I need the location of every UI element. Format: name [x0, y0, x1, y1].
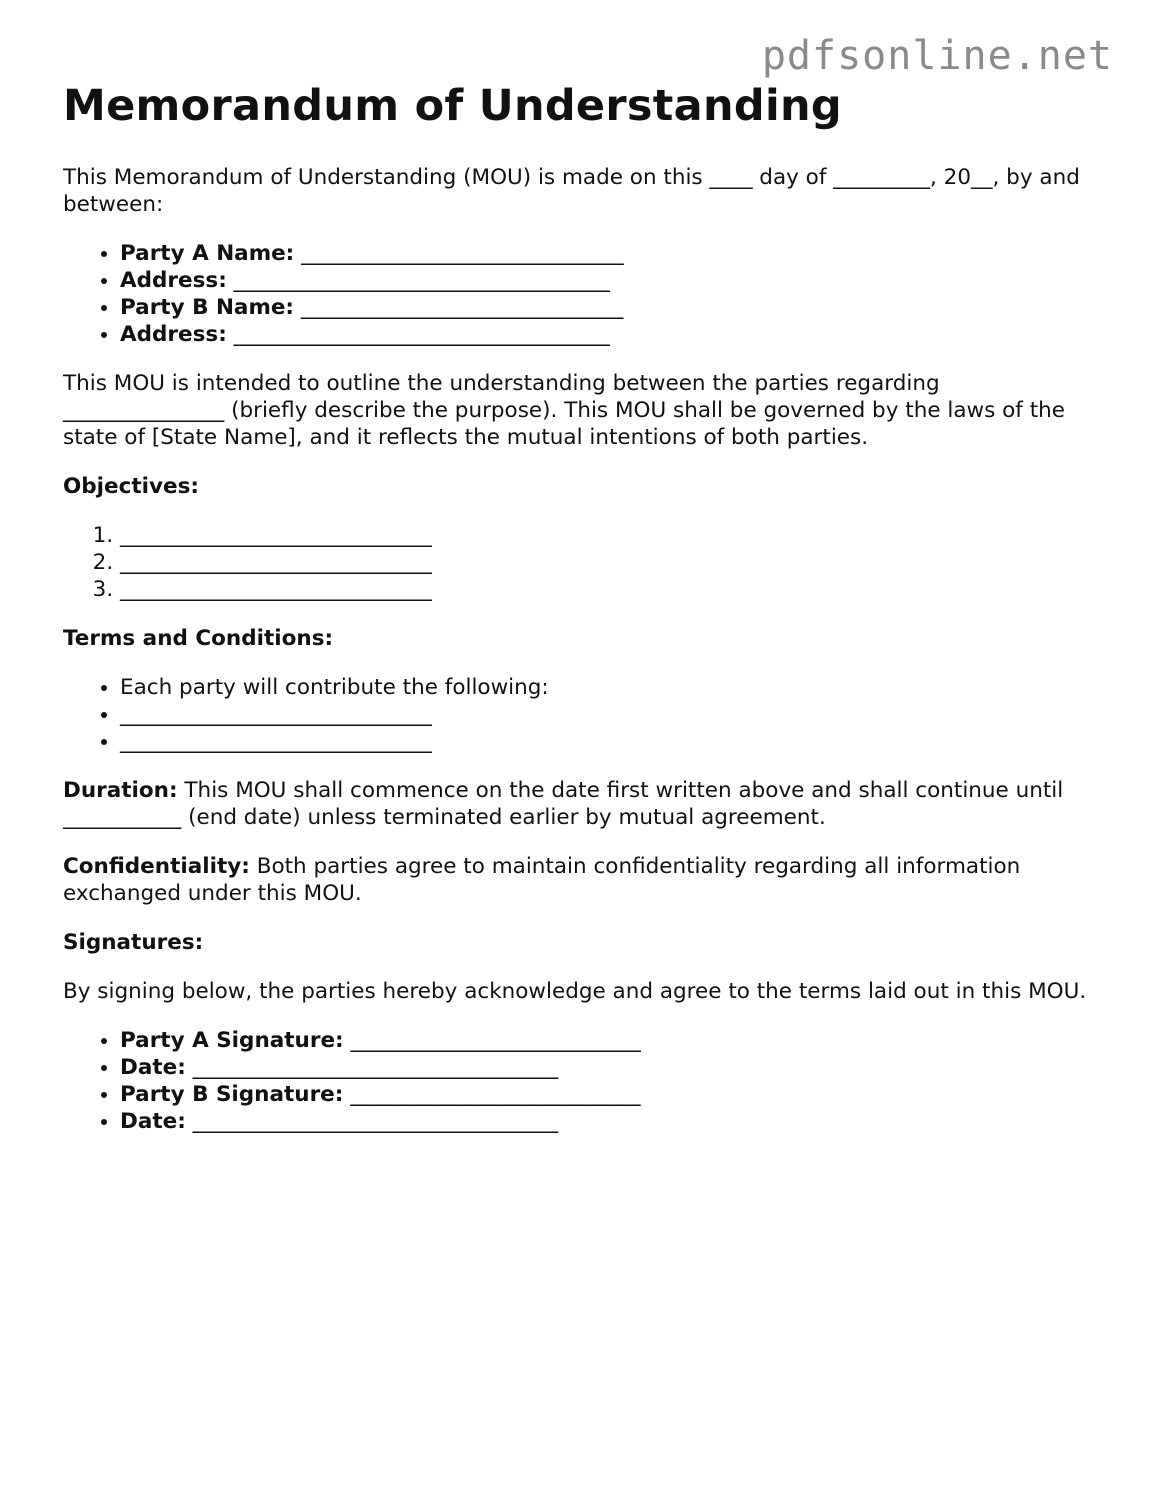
terms-list: [63, 674, 1093, 755]
duration-paragraph: [63, 777, 1093, 831]
confidentiality-label: Confidentiality:: [63, 854, 250, 880]
blank-line: ______________________________: [300, 295, 624, 321]
blank-line: ______________________________: [301, 241, 624, 267]
list-item: 2. _____________________________: [120, 549, 1093, 576]
signatures-paragraph: By signing below, the parties hereby acknowledge and agree to the terms laid out in this MOU.: [63, 979, 1087, 1005]
duration-text: This MOU shall commence on the date first written above and shall continue until ___________ (end date) unless terminated earlier by mutual agreement.: [63, 778, 1064, 831]
list-item: [120, 267, 1093, 294]
list-item: [120, 1054, 1093, 1081]
terms-heading: Terms and Conditions:: [63, 626, 334, 652]
field-label: Address:: [120, 268, 227, 294]
blank-line: __________________________________: [192, 1055, 559, 1081]
list-item: [120, 294, 1093, 321]
blank-line: ___________________________: [350, 1028, 641, 1054]
list-item: • _____________________________: [120, 701, 1093, 728]
field-label: Party B Name:: [120, 295, 295, 321]
list-item: [120, 240, 1093, 267]
purpose-paragraph: This MOU is intended to outline the understanding between the parties regarding _______________ (briefly describe the purpose). This MOU shall be governed by the laws of the state of [State Name], and it reflects the mutual intentions of both parties.: [63, 371, 1065, 451]
field-label: Date:: [120, 1055, 186, 1081]
list-item: • Each party will contribute the following:: [120, 674, 1093, 701]
objectives-heading: Objectives:: [63, 474, 200, 500]
list-item: 3. _____________________________: [120, 576, 1093, 603]
list-item: 1. _____________________________: [120, 522, 1093, 549]
intro-paragraph: This Memorandum of Understanding (MOU) is made on this ____ day of _________, 20__, by and between:: [63, 165, 1080, 218]
list-item: • _____________________________: [120, 728, 1093, 755]
list-item: [120, 1027, 1093, 1054]
field-label: Party B Signature:: [120, 1082, 344, 1108]
field-label: Party A Signature:: [120, 1028, 344, 1054]
field-label: Date:: [120, 1109, 186, 1135]
list-item: [120, 321, 1093, 348]
confidentiality-text: Both parties agree to maintain confidentiality regarding all information exchanged under this MOU.: [63, 854, 1021, 907]
objectives-list: [63, 522, 1093, 603]
blank-line: __________________________________: [192, 1109, 559, 1135]
confidentiality-paragraph: [63, 853, 1093, 907]
parties-list: [63, 240, 1093, 348]
field-label: Party A Name:: [120, 241, 295, 267]
signatures-heading: Signatures:: [63, 930, 204, 956]
list-item: [120, 1108, 1093, 1135]
document-title: Memorandum of Understanding: [63, 81, 842, 131]
list-item: [120, 1081, 1093, 1108]
blank-line: ___________________________________: [233, 268, 610, 294]
blank-line: ___________________________: [350, 1082, 641, 1108]
blank-line: ___________________________________: [233, 322, 610, 348]
duration-label: Duration:: [63, 778, 178, 804]
signatures-list: [63, 1027, 1093, 1135]
watermark: pdfsonline.net: [761, 33, 1113, 79]
document-page: [63, 82, 1093, 1135]
field-label: Address:: [120, 322, 227, 348]
